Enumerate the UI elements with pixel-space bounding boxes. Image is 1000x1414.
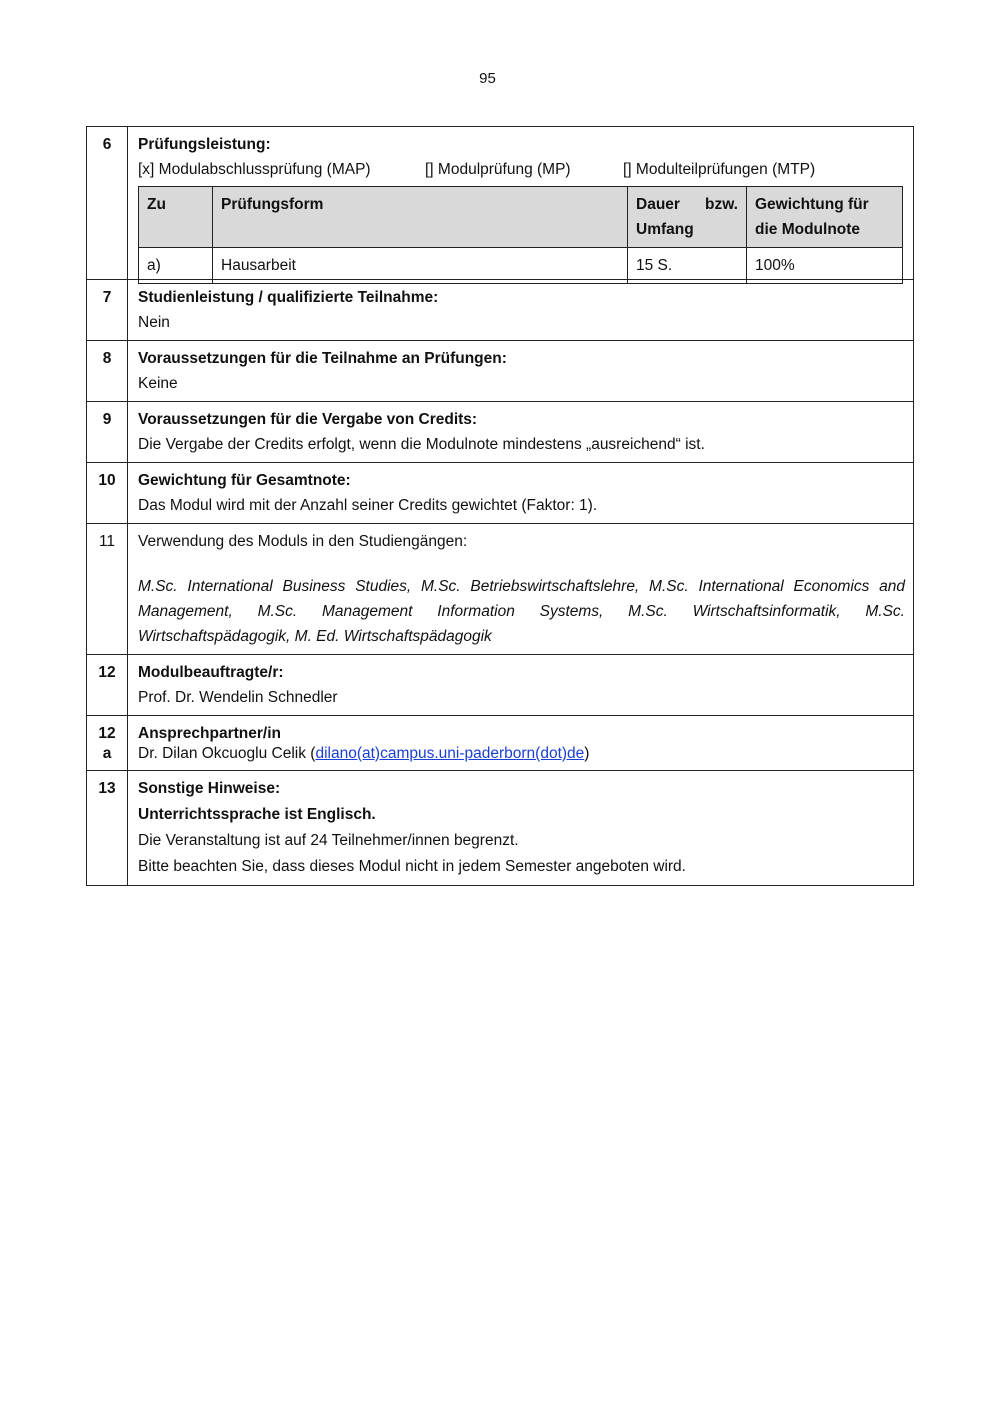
row-title: Prüfungsleistung:: [138, 136, 271, 153]
header-dauer: Dauer bzw. Umfang: [628, 187, 747, 248]
row-title: Gewichtung für Gesamtnote:: [138, 472, 351, 489]
row-text: Die Vergabe der Credits erfolgt, wenn die Modulnote mindestens „ausreichend“ ist.: [138, 436, 705, 453]
header-gewichtung: Gewichtung für die Modulnote: [747, 187, 903, 248]
row-subtitle: Unterrichtssprache ist Englisch.: [138, 806, 376, 823]
exam-type-mp: [] Modulprüfung (MP): [425, 161, 571, 178]
row-title: Voraussetzungen für die Vergabe von Credits:: [138, 411, 478, 428]
row-title: Sonstige Hinweise:: [138, 780, 281, 797]
row-title: Verwendung des Moduls in den Studiengängen:: [138, 533, 468, 550]
note-line: Bitte beachten Sie, dass dieses Modul nicht in jedem Semester angeboten wird.: [138, 858, 686, 875]
row-title: Voraussetzungen für die Teilnahme an Prüfungen:: [138, 350, 507, 367]
row-number: 7: [87, 280, 128, 340]
row-title: Modulbeauftragte/r:: [138, 664, 284, 681]
row-6: [86, 126, 914, 280]
cell-dauer: 15 S.: [628, 248, 747, 284]
exam-table-header: [139, 187, 903, 248]
row-title: Studienleistung / qualifizierte Teilnahme:: [138, 289, 439, 306]
exam-table: [138, 186, 903, 284]
study-programs-text: M.Sc. International Business Studies, M.Sc. Betriebswirtschaftslehre, M.Sc. International Economics and Management, M.Sc. Management Information Systems, M.Sc. Wirtschaftsinformatik, M.Sc. Wirtschaftspädagogik, M. Ed. Wirtschaftspädagogik: [138, 578, 905, 645]
row-number: 10: [87, 463, 128, 523]
note-line: Die Veranstaltung ist auf 24 Teilnehmer/innen begrenzt.: [138, 832, 519, 849]
email-link[interactable]: dilano(at)campus.uni-paderborn(dot)de: [315, 745, 585, 762]
row-number: 8: [87, 341, 128, 401]
cell-gewichtung: 100%: [747, 248, 903, 284]
row-number: 11: [87, 524, 128, 654]
row-text: Nein: [138, 314, 170, 331]
row-8: [86, 341, 914, 402]
row-text: Keine: [138, 375, 178, 392]
contact-text: Dr. Dilan Okcuoglu Celik (dilano(at)campus.uni-paderborn(dot)de): [138, 745, 590, 762]
row-number: 12 a: [87, 716, 128, 770]
row-12a: [86, 716, 914, 771]
row-text: Prof. Dr. Wendelin Schnedler: [138, 689, 338, 706]
header-pruefungsform: Prüfungsform: [213, 187, 628, 248]
page-number: 95: [479, 70, 496, 87]
cell-zu: a): [139, 248, 213, 284]
table-row: [139, 248, 903, 284]
row-number: 9: [87, 402, 128, 462]
row-number: 12: [87, 655, 128, 715]
row-number: 13: [87, 771, 128, 885]
row-10: [86, 463, 914, 524]
exam-type-options: [138, 157, 905, 182]
row-9: [86, 402, 914, 463]
row-title: Ansprechpartner/in: [138, 725, 281, 742]
row-13: [86, 771, 914, 886]
module-table: [86, 126, 914, 886]
header-zu: Zu: [139, 187, 213, 248]
row-11: [86, 524, 914, 655]
row-text: Das Modul wird mit der Anzahl seiner Credits gewichtet (Faktor: 1).: [138, 497, 598, 514]
cell-pruefungsform: Hausarbeit: [213, 248, 628, 284]
row-12: [86, 655, 914, 716]
exam-type-map: [x] Modulabschlussprüfung (MAP): [138, 161, 371, 178]
row-7: [86, 280, 914, 341]
row-number: 6: [87, 127, 128, 279]
exam-type-mtp: [] Modulteilprüfungen (MTP): [623, 161, 816, 178]
